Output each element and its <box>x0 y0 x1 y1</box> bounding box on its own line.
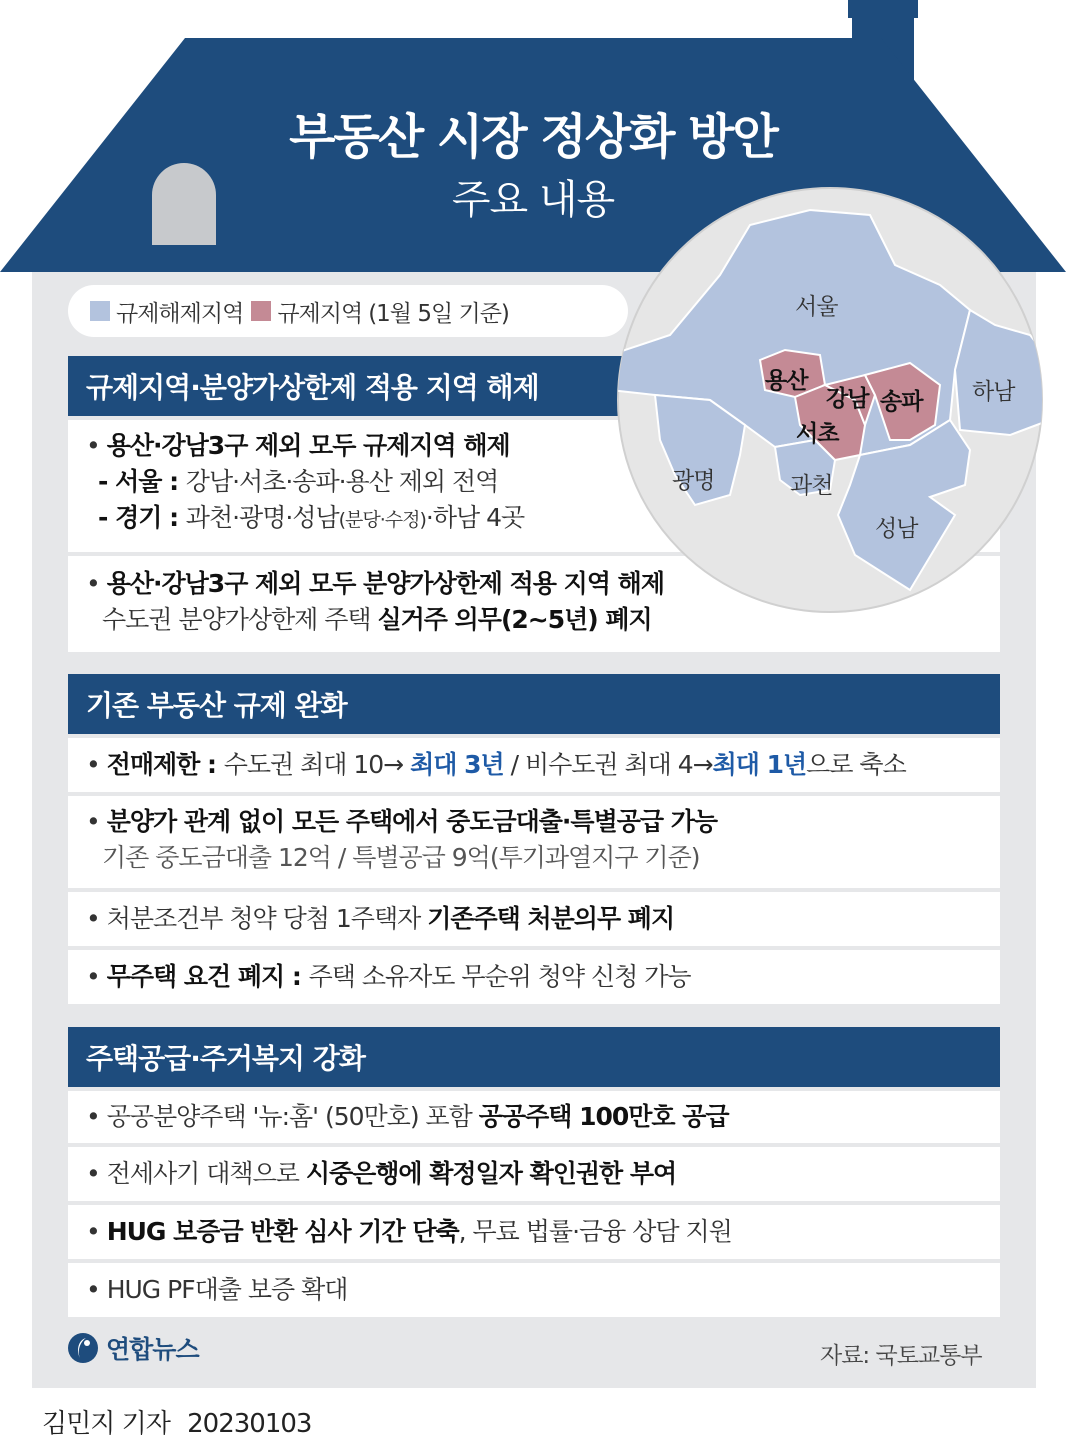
section-header-2: 기존 부동산 규제 완화 <box>68 674 1000 734</box>
map-label-gwangmyeong: 광명 <box>672 468 715 494</box>
bullet: • <box>86 431 100 460</box>
list-item <box>68 796 1000 888</box>
item-highlight-1: 최대 3년 <box>410 750 504 779</box>
section-header-3: 주택공급·주거복지 강화 <box>68 1027 1000 1087</box>
item-bold: 무주택 요건 폐지 : <box>106 962 309 991</box>
map-label-seoul: 서울 <box>795 294 838 320</box>
item-bold: 시중은행에 확정일자 확인권한 부여 <box>305 1159 677 1188</box>
legend-label-regulated: 규제지역 <box>277 300 363 327</box>
map-label-seocho: 서초 <box>796 421 839 447</box>
list-item <box>68 1205 1000 1259</box>
bullet: • <box>86 1159 100 1188</box>
bullet: • <box>86 807 100 836</box>
item-bold: 분양가 관계 없이 모든 주택에서 중도금대출·특별공급 가능 <box>106 807 718 836</box>
list-item <box>68 892 1000 946</box>
legend-swatch-regulated <box>251 301 271 321</box>
sub-text-gyeonggi-paren: (분당·수정) <box>338 509 426 531</box>
item-bold: HUG 보증금 반환 심사 기간 단축 <box>106 1217 459 1246</box>
reporter-name: 김민지 기자 <box>42 1409 170 1439</box>
source-credit: 자료: 국토교통부 <box>820 1343 982 1369</box>
item-plain: 전세사기 대책으로 <box>106 1159 306 1188</box>
item-plain: 처분조건부 청약 당첨 1주택자 <box>106 904 428 933</box>
yonhap-logo-icon <box>66 1331 100 1365</box>
section-header-1: 규제지역·분양가상한제 적용 지역 해제 <box>68 356 1000 416</box>
sub-label-gyeonggi: - 경기 : <box>98 503 186 532</box>
legend-swatch-deregulated <box>90 301 110 321</box>
item-bold: 기존주택 처분의무 폐지 <box>427 904 675 933</box>
list-item <box>68 1263 1000 1317</box>
item-bold: 용산·강남3구 제외 모두 규제지역 해제 <box>106 431 510 460</box>
item-plain: 수도권 분양가상한제 주택 <box>102 605 378 634</box>
map-label-gwacheon: 과천 <box>790 473 833 499</box>
list-item <box>68 950 1000 1004</box>
item-text-1: 수도권 최대 10→ <box>223 750 411 779</box>
item-plain: 주택 소유자도 무순위 청약 신청 가능 <box>308 962 691 991</box>
item-bold: 용산·강남3구 제외 모두 분양가상한제 적용 지역 해제 <box>106 569 664 598</box>
page-subtitle: 주요 내용 <box>451 177 615 223</box>
page-title: 부동산 시장 정상화 방안 <box>289 109 777 165</box>
reporter-credit <box>42 1403 311 1440</box>
legend-basis: (1월 5일 기준) <box>368 300 509 327</box>
item-highlight-2: 최대 1년 <box>712 750 807 779</box>
map-label-hanam: 하남 <box>972 379 1015 405</box>
publish-date: 20230103 <box>187 1409 312 1439</box>
map-label-gangnam: 강남 <box>826 386 869 412</box>
sub-label-seoul: - 서울 : <box>98 467 186 496</box>
list-item <box>68 1147 1000 1201</box>
map-label-seongnam: 성남 <box>875 516 918 542</box>
map-label-yongsan: 용산 <box>765 368 808 394</box>
legend <box>68 285 628 337</box>
sub-text-seoul: 강남·서초·송파·용산 제외 전역 <box>185 467 499 496</box>
list-item <box>68 1091 1000 1143</box>
item-plain: 공공분양주택 '뉴:홈' (50만호) 포함 <box>106 1102 479 1131</box>
sub-text-gyeonggi-end: ·하남 4곳 <box>425 503 525 532</box>
bullet: • <box>86 1275 100 1304</box>
item-bold: 공공주택 100만호 공급 <box>478 1102 729 1131</box>
item-plain: , 무료 법률·금융 상담 지원 <box>458 1217 732 1246</box>
item-sub: 기존 중도금대출 12억 / 특별공급 9억(투기과열지구 기준) <box>102 843 700 872</box>
bullet: • <box>86 962 100 991</box>
item-bold-2: 실거주 의무(2~5년) 폐지 <box>377 605 652 634</box>
item-text-3: 으로 축소 <box>806 750 906 779</box>
bullet: • <box>86 750 100 779</box>
yonhap-logo <box>66 1330 199 1366</box>
item-plain: HUG PF대출 보증 확대 <box>106 1275 348 1304</box>
yonhap-logo-text: 연합뉴스 <box>106 1335 199 1364</box>
item-text-2: / 비수도권 최대 4→ <box>503 750 713 779</box>
list-item <box>68 738 1000 792</box>
legend-label-deregulated: 규제해제지역 <box>116 300 244 327</box>
bullet: • <box>86 1102 100 1131</box>
sub-text-gyeonggi: 과천·광명·성남 <box>185 503 339 532</box>
item-bold: 전매제한 : <box>106 750 224 779</box>
bullet: • <box>86 904 100 933</box>
bullet: • <box>86 1217 100 1246</box>
map-label-songpa: 송파 <box>880 389 923 415</box>
bullet: • <box>86 569 100 598</box>
